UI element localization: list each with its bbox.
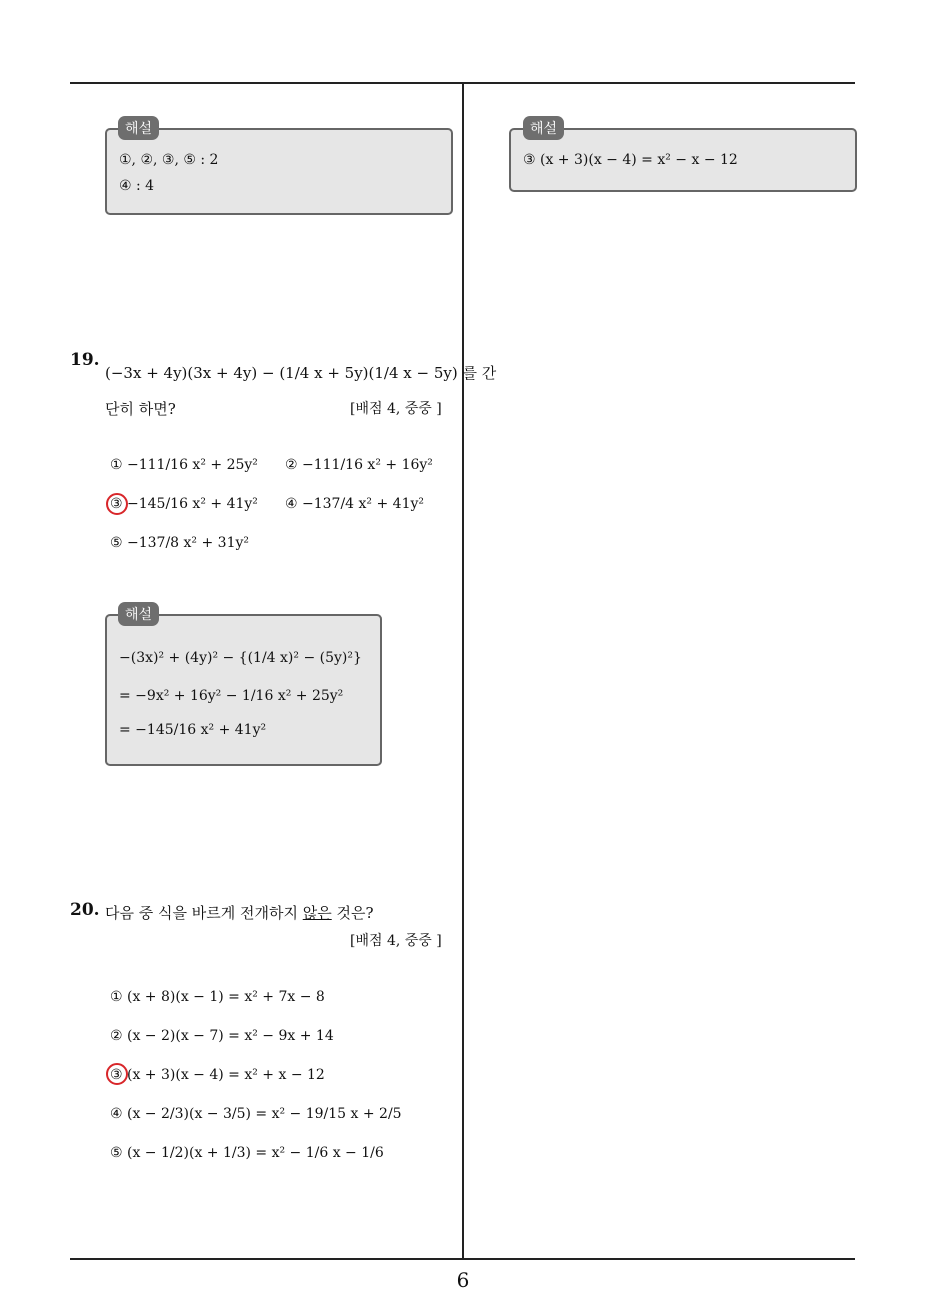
q20-option-3[interactable]: ③ (x + 3)(x − 4) = x² + x − 12 bbox=[110, 1067, 325, 1083]
q19-option-2[interactable]: ② −111/16 x² + 16y² bbox=[285, 457, 433, 473]
solution-line: ④ : 4 bbox=[119, 178, 155, 194]
solution-line: ③ (x + 3)(x − 4) = x² − x − 12 bbox=[523, 152, 738, 168]
answer-mark-circle bbox=[106, 1063, 128, 1085]
q19-option-5[interactable]: ⑤ −137/8 x² + 31y² bbox=[110, 535, 250, 551]
solution-line: ①, ②, ③, ⑤ : 2 bbox=[119, 152, 219, 168]
q20-option-4[interactable]: ④ (x − 2/3)(x − 3/5) = x² − 19/15 x + 2/5 bbox=[110, 1106, 402, 1122]
question-20-stem bbox=[105, 902, 374, 923]
question-20-stem-underlined: 않은 bbox=[302, 904, 332, 922]
question-20-score: [배점 4, 중중 ] bbox=[350, 933, 442, 949]
page-number: 6 bbox=[456, 1268, 470, 1292]
solution-box-19 bbox=[105, 614, 382, 766]
q20-option-1[interactable]: ① (x + 8)(x − 1) = x² + 7x − 8 bbox=[110, 989, 325, 1005]
question-20-stem-post: 것은? bbox=[331, 904, 374, 922]
solution-box-prev bbox=[105, 128, 453, 215]
question-20-stem-pre: 다음 중 식을 바르게 전개하지 bbox=[105, 904, 303, 922]
question-number-20: 20. bbox=[70, 900, 100, 920]
question-19-stem-line1: (−3x + 4y)(3x + 4y) − (1/4 x + 5y)(1/4 x − 5y) 를 간 bbox=[105, 364, 497, 382]
answer-mark-circle bbox=[106, 493, 128, 515]
q19-option-4[interactable]: ④ −137/4 x² + 41y² bbox=[285, 496, 425, 512]
solution-line: = −9x² + 16y² − 1/16 x² + 25y² bbox=[119, 688, 344, 704]
q19-option-3[interactable]: ③ −145/16 x² + 41y² bbox=[110, 496, 258, 512]
bottom-rule bbox=[70, 1258, 855, 1260]
question-19-score: [배점 4, 중중 ] bbox=[350, 401, 442, 417]
solution-tag: 해설 bbox=[118, 116, 159, 140]
question-number-19: 19. bbox=[70, 350, 100, 370]
question-19-stem-line2: 단히 하면? bbox=[105, 400, 176, 418]
solution-tag: 해설 bbox=[523, 116, 564, 140]
q20-option-2[interactable]: ② (x − 2)(x − 7) = x² − 9x + 14 bbox=[110, 1028, 334, 1044]
solution-tag: 해설 bbox=[118, 602, 159, 626]
solution-line: −(3x)² + (4y)² − {(1/4 x)² − (5y)²} bbox=[119, 650, 362, 666]
column-divider bbox=[462, 83, 464, 1258]
q20-option-5[interactable]: ⑤ (x − 1/2)(x + 1/3) = x² − 1/6 x − 1/6 bbox=[110, 1145, 384, 1161]
solution-line: = −145/16 x² + 41y² bbox=[119, 722, 267, 738]
q19-option-1[interactable]: ① −111/16 x² + 25y² bbox=[110, 457, 258, 473]
